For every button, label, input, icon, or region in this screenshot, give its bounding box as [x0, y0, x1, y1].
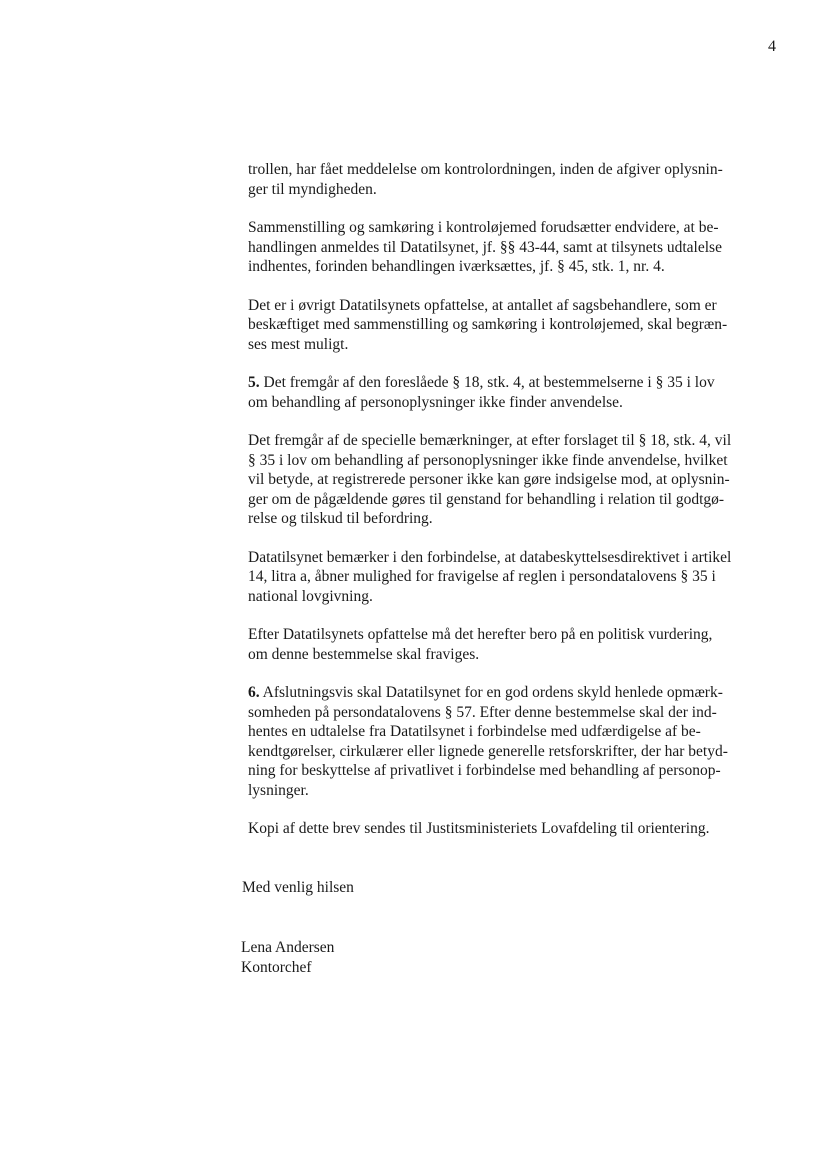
- section-number: 6.: [248, 684, 260, 701]
- paragraph: [248, 548, 748, 607]
- letter-body: [248, 160, 748, 858]
- paragraph: [248, 819, 748, 839]
- text-line: om behandling af personoplysninger ikke finder anvendelse.: [248, 393, 623, 411]
- text-line: somheden på persondatalovens § 57. Efter denne bestemmelse skal der ind-: [248, 703, 717, 721]
- text-line: kendtgørelser, cirkulærer eller lignede generelle retsforskrifter, der har betyd-: [248, 742, 728, 760]
- paragraph: [248, 431, 748, 529]
- text-line: Efter Datatilsynets opfattelse må det herefter bero på en politisk vurdering,: [248, 626, 713, 643]
- paragraph: [248, 625, 748, 664]
- text-line: ses mest muligt.: [248, 335, 349, 353]
- text-line: Datatilsynet bemærker i den forbindelse, at databeskyttelsesdirektivet i artikel: [248, 548, 732, 566]
- section-number: 5.: [248, 374, 260, 391]
- signatory-title: Kontorchef: [241, 958, 312, 976]
- text-line: Kopi af dette brev sendes til Justitsministeriets Lovafdeling til orientering.: [248, 820, 710, 837]
- paragraph: [248, 296, 748, 355]
- text-line: lysninger.: [248, 781, 309, 799]
- text-line: 14, litra a, åbner mulighed for fravigelse af reglen i persondatalovens § 35 i: [248, 568, 716, 585]
- signature-block: [241, 938, 334, 977]
- text-line: national lovgivning.: [248, 587, 373, 605]
- text-line: Det fremgår af de specielle bemærkninger, at efter forslaget til § 18, stk. 4, vil: [248, 432, 732, 449]
- text-line: ning for beskyttelse af privatlivet i forbindelse med behandling af personop-: [248, 762, 721, 779]
- numbered-paragraph-5: [248, 373, 748, 412]
- numbered-paragraph-6: [248, 683, 748, 800]
- text-line: handlingen anmeldes til Datatilsynet, jf. §§ 43-44, samt at tilsynets udtalelse: [248, 238, 722, 256]
- text-line: trollen, har fået meddelelse om kontrolordningen, inden de afgiver oplysnin-: [248, 161, 723, 178]
- text-line: ger til myndigheden.: [248, 180, 377, 198]
- page-number: 4: [768, 38, 776, 55]
- paragraph: [248, 218, 748, 277]
- text-line: § 35 i lov om behandling af personoplysninger ikke finde anvendelse, hvilket: [248, 451, 728, 469]
- text-line: beskæftiget med sammenstilling og samkøring i kontroløjemed, skal begræn-: [248, 316, 728, 333]
- text-line: Sammenstilling og samkøring i kontroløjemed forudsætter endvidere, at be-: [248, 219, 719, 236]
- text-line: indhentes, forinden behandlingen iværksættes, jf. § 45, stk. 1, nr. 4.: [248, 258, 665, 275]
- paragraph: [248, 160, 748, 199]
- text-line: relse og tilskud til befordring.: [248, 510, 433, 527]
- text-line: vil betyde, at registrerede personer ikke kan gøre indsigelse mod, at oplysnin-: [248, 471, 730, 488]
- text-line: om denne bestemmelse skal fraviges.: [248, 645, 480, 663]
- closing-greeting: Med venlig hilsen: [242, 879, 354, 896]
- text-line: ger om de pågældende gøres til genstand for behandling i relation til godtgø-: [248, 490, 725, 508]
- text-line: Det fremgår af den foreslåede § 18, stk. 4, at bestemmelserne i § 35 i lov: [263, 374, 715, 391]
- text-line: Det er i øvrigt Datatilsynets opfattelse, at antallet af sagsbehandlere, som er: [248, 296, 717, 314]
- text-line: hentes en udtalelse fra Datatilsynet i forbindelse med udfærdigelse af be-: [248, 723, 701, 740]
- signatory-name: Lena Andersen: [241, 939, 335, 956]
- text-line: Afslutningsvis skal Datatilsynet for en god ordens skyld henlede opmærk-: [262, 684, 723, 701]
